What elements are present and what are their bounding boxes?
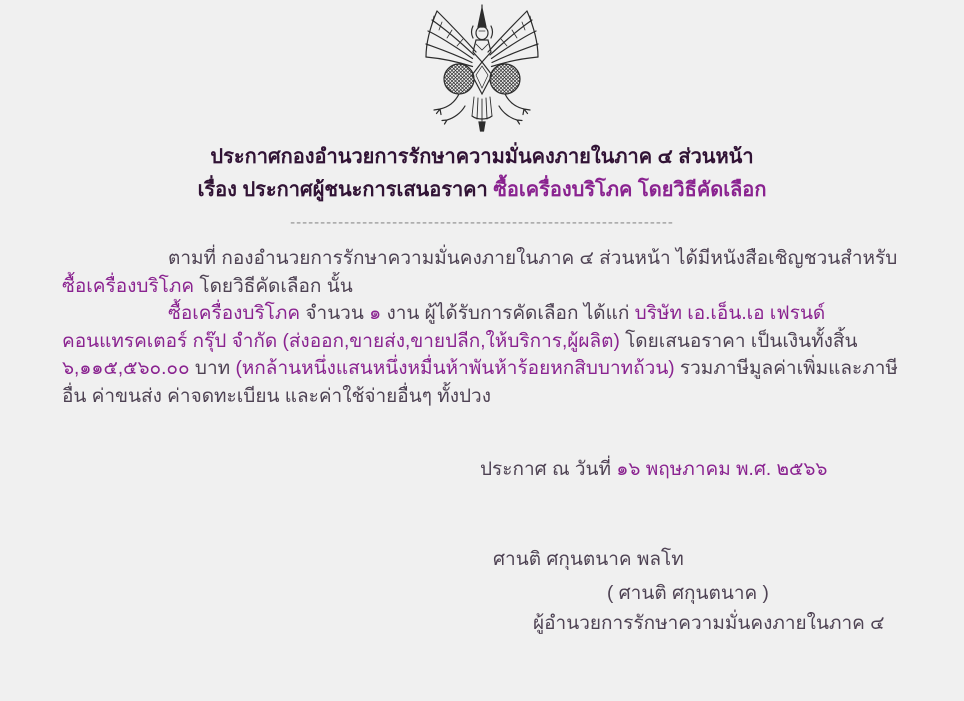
garuda-emblem-icon	[417, 4, 547, 136]
body-text-segment: ตามที่ กองอำนวยการรักษาความมั่นคงภายในภาค ๔ ส่วนหน้า ได้มีหนังสือเชิญชวนสำหรับ	[168, 248, 898, 269]
highlighted-field: ๖,๑๑๕,๕๖๐.๐๐	[62, 358, 190, 379]
body-text-segment: บาท	[189, 358, 236, 379]
body-text-segment: โดยวิธีคัดเลือก นั้น	[194, 275, 353, 297]
body-text-segment: งาน ผู้ได้รับการคัดเลือก ได้แก่	[381, 303, 635, 324]
signer-position: ผู้อำนวยการรักษาความมั่นคงภายในภาค ๔	[533, 613, 885, 634]
announcement-title: ประกาศกองอำนวยการรักษาความมั่นคงภายในภาค ๔ ส่วนหน้า	[210, 146, 754, 168]
signer-name-parenthesized: ( ศานติ ศกุนตนาค )	[607, 583, 769, 604]
body-text-segment: จำนวน	[300, 303, 370, 324]
date-line	[480, 456, 964, 483]
body-paragraph-1	[62, 245, 908, 300]
body-text	[62, 245, 908, 410]
highlighted-field: ๑	[369, 303, 382, 324]
highlighted-field: บริษัท เอ.เอ็น.เอ เฟรนด์ คอนแทรคเตอร์ กรุ๊ป จำกัด (ส่งออก,ขายส่ง,ขายปลีก,ให้บริการ,ผู้ผลิต)	[62, 303, 826, 352]
highlighted-field: ซื้อเครื่องบริโภค	[62, 275, 195, 297]
signer-name-rank: ศานติ ศกุนตนาค พลโท	[493, 549, 684, 570]
dashed-divider: ----------------------------------------------------------------	[290, 214, 674, 231]
subject-procurement-name: ซื้อเครื่องบริโภค โดยวิธีคัดเลือก	[493, 179, 767, 201]
highlighted-field: ซื้อเครื่องบริโภค	[168, 303, 301, 324]
body-text-segment: รวมภาษีมูลค่าเพิ่มและภาษีอื่น ค่าขนส่ง ค่าจดทะเบียน และค่าใช้จ่ายอื่นๆ ทั้งปวง	[62, 358, 898, 407]
body-text-segment: โดยเสนอราคา เป็นเงินทั้งสิ้น	[619, 330, 858, 352]
body-paragraph-2	[62, 300, 908, 410]
subject-prefix: เรื่อง ประกาศผู้ชนะการเสนอราคา	[197, 179, 494, 201]
announcement-subject	[0, 177, 964, 203]
date-prefix: ประกาศ ณ วันที่	[480, 459, 617, 480]
date-value: ๑๖ พฤษภาคม พ.ศ. ๒๕๖๖	[616, 459, 828, 480]
highlighted-field: (หกล้านหนึ่งแสนหนึ่งหมื่นห้าพันห้าร้อยหกสิบบาทถ้วน)	[235, 358, 675, 379]
emblem-container	[0, 4, 964, 138]
